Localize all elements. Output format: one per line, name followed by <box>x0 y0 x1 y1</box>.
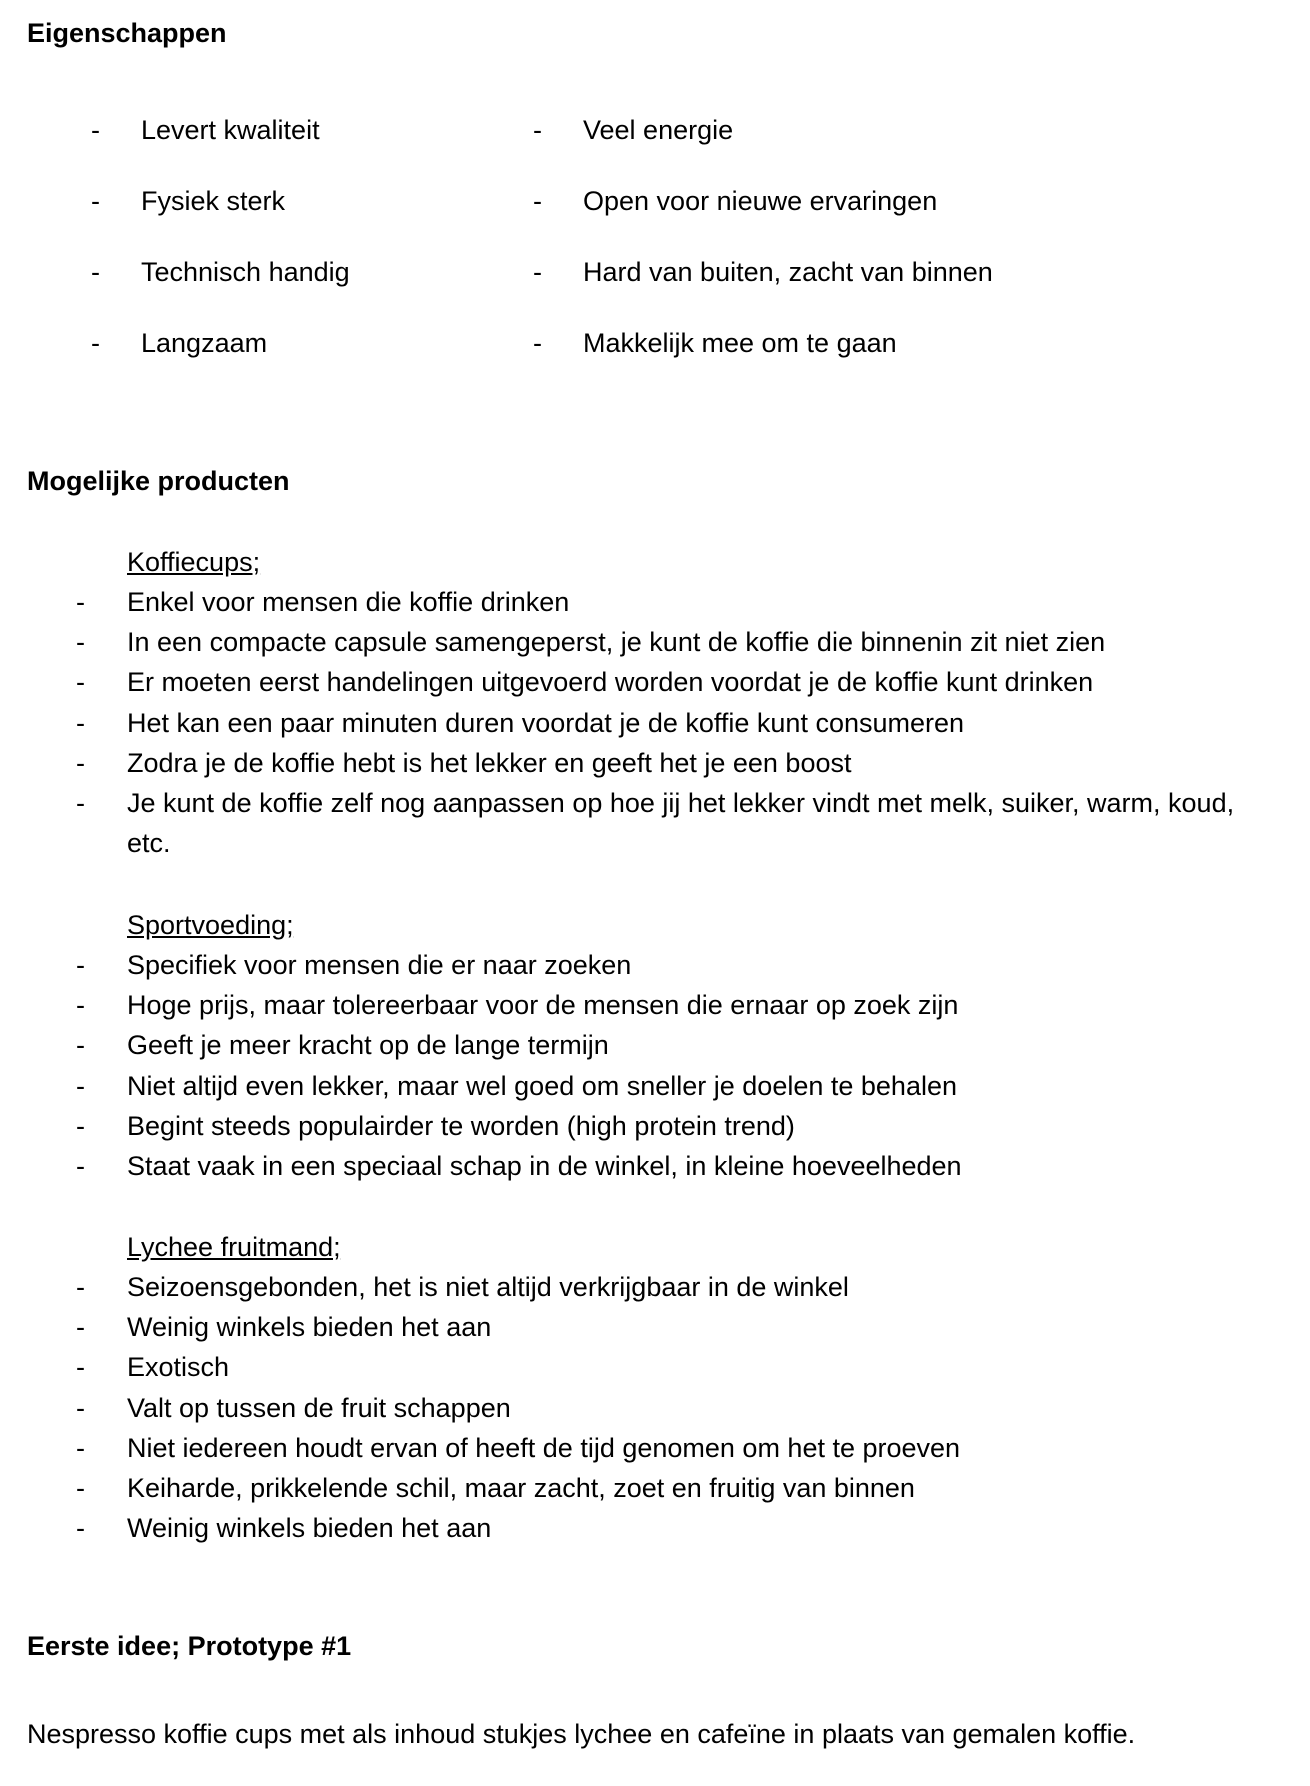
trait-text: Technisch handig <box>141 257 350 287</box>
heading-eigenschappen: Eigenschappen <box>27 18 227 48</box>
list-item-text: Enkel voor mensen die koffie drinken <box>127 587 570 617</box>
bullet-dash: - <box>91 328 100 358</box>
bullet-dash: - <box>76 707 85 738</box>
list-item-text: Het kan een paar minuten duren voordat je de koffie kunt consumeren <box>127 707 965 738</box>
bullet-dash: - <box>533 186 542 216</box>
koffiecups-list <box>0 582 1310 863</box>
bullet-dash: - <box>76 1030 85 1061</box>
list-item <box>0 1066 1310 1106</box>
list-item <box>0 1146 1310 1186</box>
bullet-dash: - <box>76 990 85 1021</box>
list-item-text: Staat vaak in een speciaal schap in de winkel, in kleine hoeveelheden <box>127 1151 962 1182</box>
bullet-dash: - <box>76 627 85 658</box>
product-title-lychee: Lychee fruitmand; <box>127 1232 341 1262</box>
list-item <box>0 1307 1310 1347</box>
list-item-text: Zodra je de koffie hebt is het lekker en geeft het je een boost <box>127 747 852 778</box>
list-item <box>0 582 1310 622</box>
list-item-text: Valt op tussen de fruit schappen <box>127 1392 511 1423</box>
trait-text: Hard van buiten, zacht van binnen <box>583 257 993 287</box>
list-item <box>0 1106 1310 1146</box>
bullet-dash: - <box>533 328 542 358</box>
list-item-text: In een compacte capsule samengeperst, je kunt de koffie die binnenin zit niet zien <box>127 627 1106 658</box>
sportvoeding-list <box>0 945 1310 1186</box>
bullet-dash: - <box>76 1110 85 1141</box>
list-item-text: Er moeten eerst handelingen uitgevoerd worden voordat je de koffie kunt drinken <box>127 667 1094 698</box>
bullet-dash: - <box>76 1392 85 1423</box>
bullet-dash: - <box>91 186 100 216</box>
product-title-sportvoeding: Sportvoeding; <box>127 910 294 940</box>
list-item <box>0 1508 1310 1548</box>
trait-text: Veel energie <box>583 115 734 145</box>
list-item <box>0 743 1310 783</box>
bullet-dash: - <box>76 950 85 980</box>
list-item-text: Hoge prijs, maar tolereerbaar voor de mensen die ernaar op zoek zijn <box>127 990 959 1021</box>
bullet-dash: - <box>76 667 85 698</box>
trait-text: Levert kwaliteit <box>141 115 320 145</box>
bullet-dash: - <box>76 1352 85 1383</box>
bullet-dash: - <box>91 115 100 145</box>
heading-eerste-idee: Eerste idee; Prototype #1 <box>27 1631 352 1661</box>
idea-paragraph: Nespresso koffie cups met als inhoud stukjes lychee en cafeïne in plaats van gemalen koffie. <box>27 1719 1136 1749</box>
list-item <box>0 1388 1310 1428</box>
bullet-dash: - <box>76 1432 85 1463</box>
bullet-dash: - <box>91 257 100 287</box>
bullet-dash: - <box>533 115 542 145</box>
list-item-text: Niet altijd even lekker, maar wel goed om sneller je doelen te behalen <box>127 1070 957 1101</box>
heading-mogelijke-producten: Mogelijke producten <box>27 466 290 496</box>
bullet-dash: - <box>76 1070 85 1101</box>
bullet-dash: - <box>76 1473 85 1504</box>
list-item <box>0 662 1310 702</box>
lychee-list <box>0 1267 1310 1548</box>
bullet-dash: - <box>76 1513 85 1544</box>
list-item-text: Begint steeds populairder te worden (high protein trend) <box>127 1110 795 1141</box>
trait-text: Makkelijk mee om te gaan <box>583 328 897 358</box>
bullet-dash: - <box>76 747 85 778</box>
trait-text: Langzaam <box>141 328 268 358</box>
list-item-text: Je kunt de koffie zelf nog aanpassen op hoe jij het lekker vindt met melk, suiker, warm, koud, etc. <box>127 788 1235 859</box>
list-item-text: Exotisch <box>127 1352 230 1383</box>
list-item-text: Specifiek voor mensen die er naar zoeken <box>127 950 632 980</box>
list-item <box>0 1025 1310 1065</box>
list-item <box>0 783 1310 863</box>
list-item-text: Niet iedereen houdt ervan of heeft de tijd genomen om het te proeven <box>127 1432 961 1463</box>
trait-text: Fysiek sterk <box>141 186 286 216</box>
list-item-text: Geeft je meer kracht op de lange termijn <box>127 1030 609 1061</box>
bullet-dash: - <box>76 1151 85 1182</box>
list-item-text: Weinig winkels bieden het aan <box>127 1513 492 1544</box>
list-item-text: Seizoensgebonden, het is niet altijd verkrijgbaar in de winkel <box>127 1272 849 1302</box>
list-item-text: Keiharde, prikkelende schil, maar zacht, zoet en fruitig van binnen <box>127 1473 915 1504</box>
list-item <box>0 1347 1310 1387</box>
bullet-dash: - <box>76 788 85 819</box>
list-item <box>0 703 1310 743</box>
bullet-dash: - <box>76 1272 85 1302</box>
list-item <box>0 985 1310 1025</box>
list-item-text: Weinig winkels bieden het aan <box>127 1312 492 1343</box>
list-item <box>0 945 1310 985</box>
bullet-dash: - <box>76 587 85 617</box>
bullet-dash: - <box>533 257 542 287</box>
list-item <box>0 622 1310 662</box>
product-title-koffiecups: Koffiecups; <box>127 547 261 577</box>
trait-text: Open voor nieuwe ervaringen <box>583 186 938 216</box>
list-item <box>0 1267 1310 1307</box>
list-item <box>0 1428 1310 1468</box>
bullet-dash: - <box>76 1312 85 1343</box>
list-item <box>0 1468 1310 1508</box>
